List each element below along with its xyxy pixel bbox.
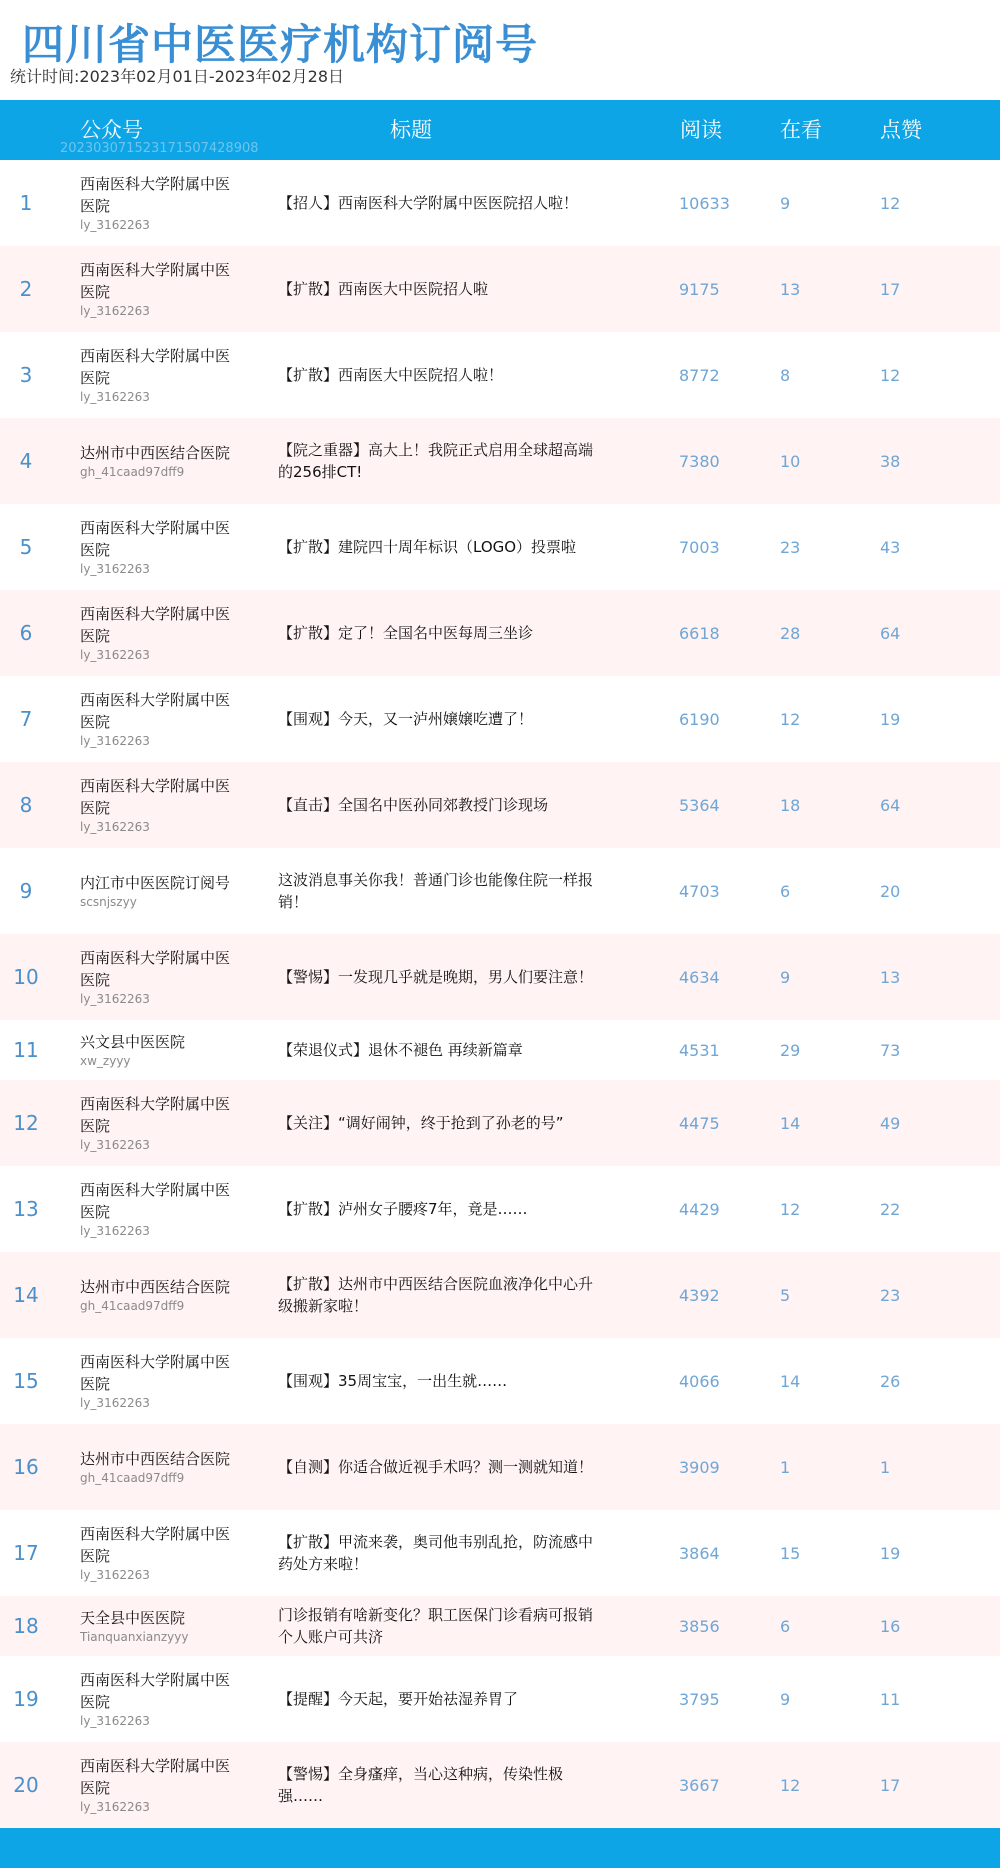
- reads-count: 3795: [679, 1689, 720, 1709]
- account-id: ly_3162263: [80, 1714, 150, 1728]
- article-title[interactable]: 【围观】今天，又一泸州嬢嬢吃遭了！: [278, 710, 534, 728]
- account-name: 西南医科大学附属中医医院: [80, 777, 231, 817]
- reads-count: 10633: [679, 193, 730, 213]
- account-id: ly_3162263: [80, 1800, 150, 1814]
- account-cell: [80, 1742, 230, 1828]
- statistics-period: 统计时间:2023年02月01日-2023年02月28日: [10, 67, 345, 86]
- likes-count: 23: [880, 1285, 901, 1305]
- table-row[interactable]: [0, 160, 1000, 246]
- account-cell: [80, 848, 230, 934]
- rank-number: 11: [13, 1038, 39, 1062]
- account-id: gh_41caad97dff9: [80, 1299, 185, 1313]
- watching-count: 13: [780, 279, 801, 299]
- table-row[interactable]: [0, 1020, 1000, 1080]
- reads-count: 4634: [679, 967, 720, 987]
- account-id: gh_41caad97dff9: [80, 1471, 185, 1485]
- likes-count: 16: [880, 1616, 901, 1636]
- table-row[interactable]: [0, 332, 1000, 418]
- account-cell: [80, 1596, 230, 1656]
- watching-count: 12: [780, 1199, 801, 1219]
- account-cell: [80, 934, 230, 1020]
- likes-count: 26: [880, 1371, 901, 1391]
- likes-count: 17: [880, 1775, 901, 1795]
- table-row[interactable]: [0, 1656, 1000, 1742]
- watching-count: 9: [780, 193, 791, 213]
- table-row[interactable]: [0, 1596, 1000, 1656]
- account-id: ly_3162263: [80, 1138, 150, 1152]
- account-name: 西南医科大学附属中医医院: [80, 175, 231, 215]
- rank-number: 20: [13, 1773, 39, 1797]
- account-cell: [80, 1338, 230, 1424]
- watching-count: 15: [780, 1543, 801, 1563]
- article-title[interactable]: 【扩散】甲流来袭，奥司他韦别乱抢，防流感中药处方来啦！: [278, 1533, 594, 1573]
- table-row[interactable]: [0, 418, 1000, 504]
- likes-count: 11: [880, 1689, 901, 1709]
- table-row[interactable]: [0, 1424, 1000, 1510]
- reads-count: 3667: [679, 1775, 720, 1795]
- table-row[interactable]: [0, 848, 1000, 934]
- account-id: ly_3162263: [80, 820, 150, 834]
- article-title[interactable]: 【警惕】一发现几乎就是晚期，男人们要注意！: [278, 968, 594, 986]
- account-id: ly_3162263: [80, 1396, 150, 1410]
- watching-count: 12: [780, 1775, 801, 1795]
- rank-number: 14: [13, 1283, 39, 1307]
- article-title[interactable]: 【围观】35周宝宝，一出生就……: [278, 1372, 508, 1390]
- account-name: 西南医科大学附属中医医院: [80, 1353, 231, 1393]
- rank-number: 4: [19, 449, 33, 473]
- watching-count: 9: [780, 1689, 791, 1709]
- account-cell: [80, 246, 230, 332]
- ranking-table: [0, 160, 1000, 1828]
- rank-number: 1: [19, 191, 33, 215]
- footer-bar: [0, 1828, 1000, 1868]
- article-title[interactable]: 【提醒】今天起，要开始祛湿养胃了: [278, 1690, 519, 1708]
- reads-count: 5364: [679, 795, 720, 815]
- account-cell: [80, 1424, 230, 1510]
- account-cell: [80, 504, 230, 590]
- rank-number: 6: [19, 621, 33, 645]
- likes-count: 64: [880, 795, 901, 815]
- reads-count: 3864: [679, 1543, 720, 1563]
- likes-count: 73: [880, 1040, 901, 1060]
- article-title[interactable]: 【扩散】泸州女子腰疼7年，竟是……: [278, 1200, 528, 1218]
- watching-count: 5: [780, 1285, 791, 1305]
- account-cell: [80, 1656, 230, 1742]
- account-name: 达州市中西医结合医院: [80, 444, 231, 462]
- watching-count: 14: [780, 1113, 801, 1133]
- account-id: ly_3162263: [80, 218, 150, 232]
- watching-count: 1: [780, 1457, 791, 1477]
- article-title[interactable]: 【扩散】西南医大中医院招人啦！: [278, 366, 504, 384]
- likes-count: 20: [880, 881, 901, 901]
- table-row[interactable]: [0, 1252, 1000, 1338]
- likes-count: 22: [880, 1199, 901, 1219]
- article-title[interactable]: 【扩散】西南医大中医院招人啦: [278, 280, 489, 298]
- article-title[interactable]: 【关注】“调好闹钟，终于抢到了孙老的号”: [278, 1114, 564, 1132]
- account-name: 西南医科大学附属中医医院: [80, 949, 231, 989]
- column-header-title: 标题: [390, 118, 432, 142]
- watching-count: 23: [780, 537, 801, 557]
- table-row[interactable]: [0, 246, 1000, 332]
- rank-number: 8: [19, 793, 33, 817]
- account-name: 西南医科大学附属中医医院: [80, 1525, 231, 1565]
- account-cell: [80, 1510, 230, 1596]
- watching-count: 14: [780, 1371, 801, 1391]
- rank-number: 5: [19, 535, 33, 559]
- account-cell: [80, 762, 230, 848]
- reads-count: 9175: [679, 279, 720, 299]
- account-cell: [80, 1252, 230, 1338]
- likes-count: 17: [880, 279, 901, 299]
- account-cell: [80, 160, 230, 246]
- rank-number: 16: [13, 1455, 39, 1479]
- rank-number: 10: [13, 965, 39, 989]
- article-title[interactable]: 【扩散】定了！全国名中医每周三坐诊: [278, 624, 534, 642]
- watching-count: 29: [780, 1040, 801, 1060]
- rank-number: 3: [19, 363, 33, 387]
- account-name: 西南医科大学附属中医医院: [80, 691, 231, 731]
- watching-count: 12: [780, 709, 801, 729]
- rank-number: 7: [19, 707, 33, 731]
- article-title[interactable]: 【扩散】建院四十周年标识（LOGO）投票啦: [278, 538, 577, 556]
- article-title[interactable]: 【警惕】全身瘙痒，当心这种病，传染性极强……: [278, 1765, 564, 1805]
- account-id: ly_3162263: [80, 648, 150, 662]
- table-row[interactable]: [0, 1742, 1000, 1828]
- article-title[interactable]: 这波消息事关你我！普通门诊也能像住院一样报销！: [278, 871, 594, 911]
- likes-count: 19: [880, 1543, 901, 1563]
- account-name: 西南医科大学附属中医医院: [80, 1757, 231, 1797]
- article-title[interactable]: 【院之重器】高大上！我院正式启用全球超高端的256排CT!: [278, 441, 594, 481]
- reads-count: 7380: [679, 451, 720, 471]
- account-id: ly_3162263: [80, 734, 150, 748]
- table-row[interactable]: [0, 1166, 1000, 1252]
- reads-count: 3909: [679, 1457, 720, 1477]
- account-id: scsnjszyy: [80, 895, 137, 909]
- likes-count: 49: [880, 1113, 901, 1133]
- rank-number: 17: [13, 1541, 39, 1565]
- reads-count: 4475: [679, 1113, 720, 1133]
- account-id: ly_3162263: [80, 304, 150, 318]
- article-title[interactable]: 【荣退仪式】退休不褪色 再续新篇章: [278, 1041, 523, 1059]
- table-row[interactable]: [0, 1080, 1000, 1166]
- watching-count: 10: [780, 451, 801, 471]
- likes-count: 1: [880, 1457, 891, 1477]
- account-id: gh_41caad97dff9: [80, 465, 185, 479]
- column-header-likes: 点赞: [880, 118, 922, 142]
- article-title[interactable]: 门诊报销有啥新变化？职工医保门诊看病可报销 个人账户可共济: [278, 1606, 594, 1646]
- account-name: 西南医科大学附属中医医院: [80, 1181, 231, 1221]
- reads-count: 6190: [679, 709, 720, 729]
- table-row[interactable]: [0, 676, 1000, 762]
- reads-count: 4531: [679, 1040, 720, 1060]
- watching-count: 18: [780, 795, 801, 815]
- watching-count: 28: [780, 623, 801, 643]
- likes-count: 12: [880, 365, 901, 385]
- article-title[interactable]: 【扩散】达州市中西医结合医院血液净化中心升级搬新家啦！: [278, 1275, 594, 1315]
- table-row[interactable]: [0, 504, 1000, 590]
- reads-count: 8772: [679, 365, 720, 385]
- column-header-reads: 阅读: [680, 118, 722, 142]
- article-title[interactable]: 【招人】西南医科大学附属中医医院招人啦！: [278, 194, 579, 212]
- article-title[interactable]: 【自测】你适合做近视手术吗？测一测就知道！: [278, 1458, 594, 1476]
- account-cell: [80, 1020, 230, 1080]
- likes-count: 43: [880, 537, 901, 557]
- likes-count: 64: [880, 623, 901, 643]
- reads-count: 4392: [679, 1285, 720, 1305]
- article-title[interactable]: 【直击】全国名中医孙同郊教授门诊现场: [278, 796, 549, 814]
- page-title: 四川省中医医疗机构订阅号: [22, 20, 539, 69]
- rank-number: 12: [13, 1111, 39, 1135]
- account-id: ly_3162263: [80, 562, 150, 576]
- account-cell: [80, 676, 230, 762]
- account-name: 达州市中西医结合医院: [80, 1278, 231, 1296]
- reads-count: 4066: [679, 1371, 720, 1391]
- account-cell: [80, 590, 230, 676]
- account-name: 内江市中医医院订阅号: [80, 874, 231, 892]
- rank-number: 13: [13, 1197, 39, 1221]
- account-id: xw_zyyy: [80, 1054, 131, 1068]
- likes-count: 12: [880, 193, 901, 213]
- account-name: 兴文县中医医院: [80, 1033, 186, 1051]
- reads-count: 4703: [679, 881, 720, 901]
- account-cell: [80, 332, 230, 418]
- account-cell: [80, 418, 230, 504]
- reads-count: 3856: [679, 1616, 720, 1636]
- table-row[interactable]: [0, 1338, 1000, 1424]
- reads-count: 4429: [679, 1199, 720, 1219]
- account-id: ly_3162263: [80, 390, 150, 404]
- table-row[interactable]: [0, 590, 1000, 676]
- account-name: 达州市中西医结合医院: [80, 1450, 231, 1468]
- rank-number: 9: [19, 879, 33, 903]
- rank-number: 15: [13, 1369, 39, 1393]
- likes-count: 19: [880, 709, 901, 729]
- rank-number: 18: [13, 1614, 39, 1638]
- account-name: 西南医科大学附属中医医院: [80, 347, 231, 387]
- account-name: 西南医科大学附属中医医院: [80, 519, 231, 559]
- watching-count: 8: [780, 365, 791, 385]
- account-name: 西南医科大学附属中医医院: [80, 261, 231, 301]
- watching-count: 6: [780, 1616, 791, 1636]
- account-id: ly_3162263: [80, 1568, 150, 1582]
- account-name: 天全县中医医院: [80, 1609, 186, 1627]
- rank-number: 19: [13, 1687, 39, 1711]
- rank-number: 2: [19, 277, 33, 301]
- account-name: 西南医科大学附属中医医院: [80, 1671, 231, 1711]
- table-row[interactable]: [0, 934, 1000, 1020]
- table-row[interactable]: [0, 1510, 1000, 1596]
- watching-count: 9: [780, 967, 791, 987]
- table-row[interactable]: [0, 762, 1000, 848]
- likes-count: 38: [880, 451, 901, 471]
- account-id: ly_3162263: [80, 992, 150, 1006]
- account-id: Tianquanxianzyyy: [80, 1630, 189, 1644]
- reads-count: 7003: [679, 537, 720, 557]
- account-cell: [80, 1080, 230, 1166]
- watermark-text: 202303071523171507428908: [60, 141, 259, 156]
- column-header-account: 公众号: [80, 118, 143, 142]
- account-cell: [80, 1166, 230, 1252]
- watching-count: 6: [780, 881, 791, 901]
- account-name: 西南医科大学附属中医医院: [80, 605, 231, 645]
- likes-count: 13: [880, 967, 901, 987]
- account-name: 西南医科大学附属中医医院: [80, 1095, 231, 1135]
- column-header-watching: 在看: [780, 118, 822, 142]
- reads-count: 6618: [679, 623, 720, 643]
- account-id: ly_3162263: [80, 1224, 150, 1238]
